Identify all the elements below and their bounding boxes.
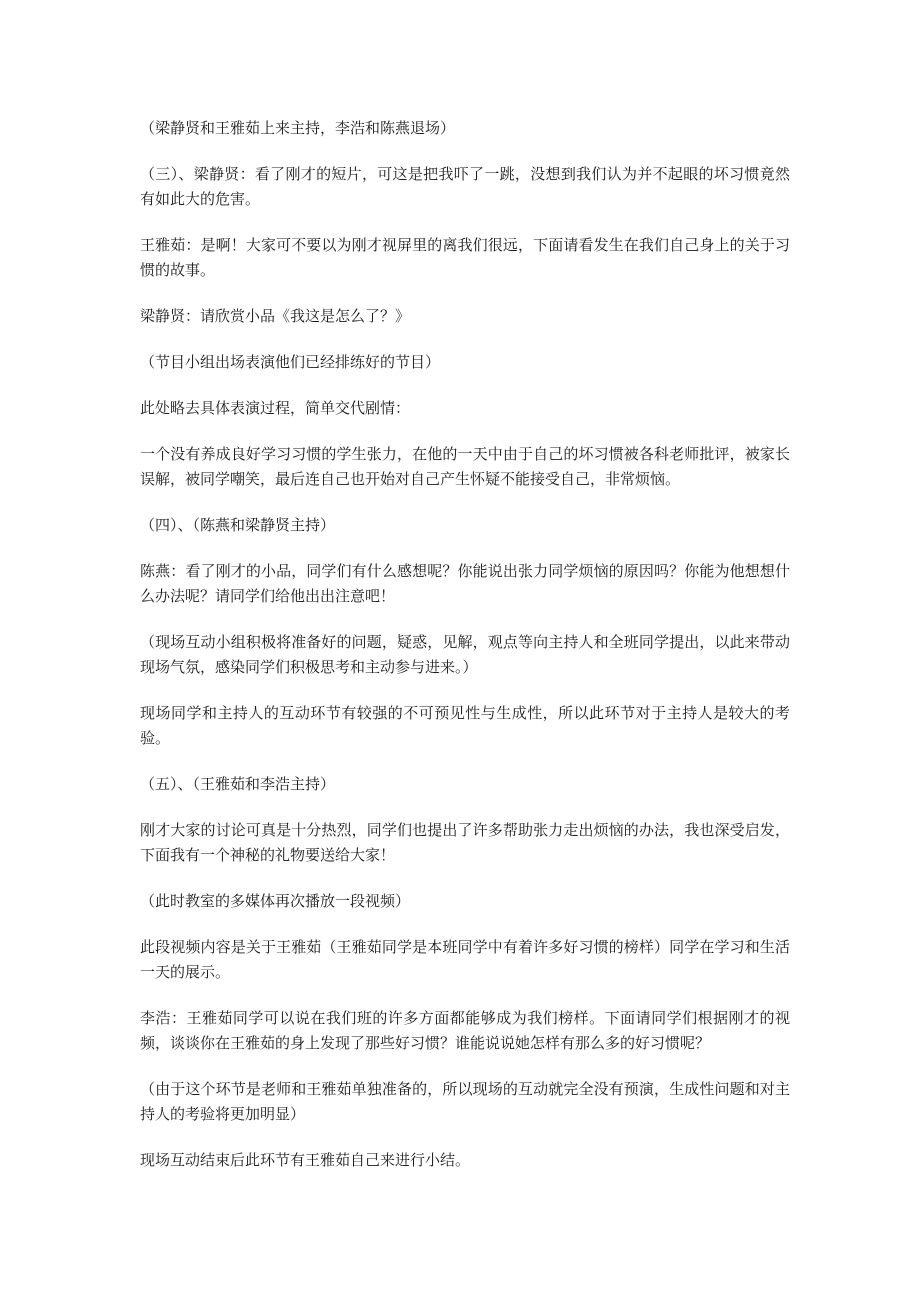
- paragraph-skit-title: 梁静贤：请欣赏小品《我这是怎么了？》: [140, 307, 411, 325]
- paragraph-discussion-gift: 刚才大家的讨论可真是十分热烈，同学们也提出了许多帮助张力走出烦恼的办法，我也深受启发，下面我有一个神秘的礼物要送给大家！: [140, 821, 790, 864]
- paragraph-chen-yan-question: 陈燕：看了刚才的小品，同学们有什么感想呢？你能说出张力同学烦恼的原因吗？你能为他想想什么办法呢？请同学们给他出出注意吧！: [140, 562, 790, 605]
- paragraph-section-four: （四）、（陈燕和梁静贤主持）: [140, 516, 336, 534]
- paragraph-skit-performance: （节目小组出场表演他们已经排练好的节目）: [140, 353, 441, 371]
- paragraph-video-play: （此时教室的多媒体再次播放一段视频）: [140, 892, 411, 910]
- paragraph-section-five: （五）、（王雅茹和李浩主持）: [140, 775, 336, 793]
- paragraph-summary: 现场互动结束后此环节有王雅茹自己来进行小结。: [140, 1151, 471, 1169]
- paragraph-interaction-note: 现场同学和主持人的互动环节有较强的不可预见性与生成性，所以此环节对于主持人是较大的考验。: [140, 704, 790, 747]
- paragraph-interaction-group: （现场互动小组积极将准备好的问题，疑惑，见解，观点等向主持人和全班同学提出，以此来带动现场气氛，感染同学们积极思考和主动参与进来。）: [140, 633, 790, 676]
- document-body: [140, 116, 790, 1194]
- paragraph-li-hao-question: 李浩：王雅茹同学可以说在我们班的许多方面都能够成为我们榜样。下面请同学们根据刚才的视频，谈谈你在王雅茹的身上发现了那些好习惯？谁能说说她怎样有那么多的好习惯呢？: [140, 1009, 790, 1052]
- paragraph-wang-yaru-intro: 王雅茹：是啊！大家可不要以为刚才视屏里的离我们很远，下面请看发生在我们自己身上的关于习惯的故事。: [140, 236, 790, 279]
- paragraph-section-three: （三）、梁静贤：看了刚才的短片，可这是把我吓了一跳，没想到我们认为并不起眼的坏习惯竟然有如此大的危害。: [140, 165, 790, 208]
- paragraph-plot-note: 此处略去具体表演过程，简单交代剧情：: [140, 399, 411, 417]
- paragraph-host-change: （梁静贤和王雅茹上来主持，李浩和陈燕退场）: [140, 119, 456, 137]
- paragraph-video-content: 此段视频内容是关于王雅茹（王雅茹同学是本班同学中有着许多好习惯的榜样）同学在学习和生活一天的展示。: [140, 938, 790, 981]
- paragraph-plot-summary: 一个没有养成良好学习习惯的学生张力，在他的一天中由于自己的坏习惯被各科老师批评，被家长误解，被同学嘲笑，最后连自己也开始对自己产生怀疑不能接受自己，非常烦恼。: [140, 445, 790, 488]
- paragraph-unrehearsed-note: （由于这个环节是老师和王雅茹单独准备的，所以现场的互动就完全没有预演，生成性问题和对主持人的考验将更加明显）: [140, 1080, 790, 1123]
